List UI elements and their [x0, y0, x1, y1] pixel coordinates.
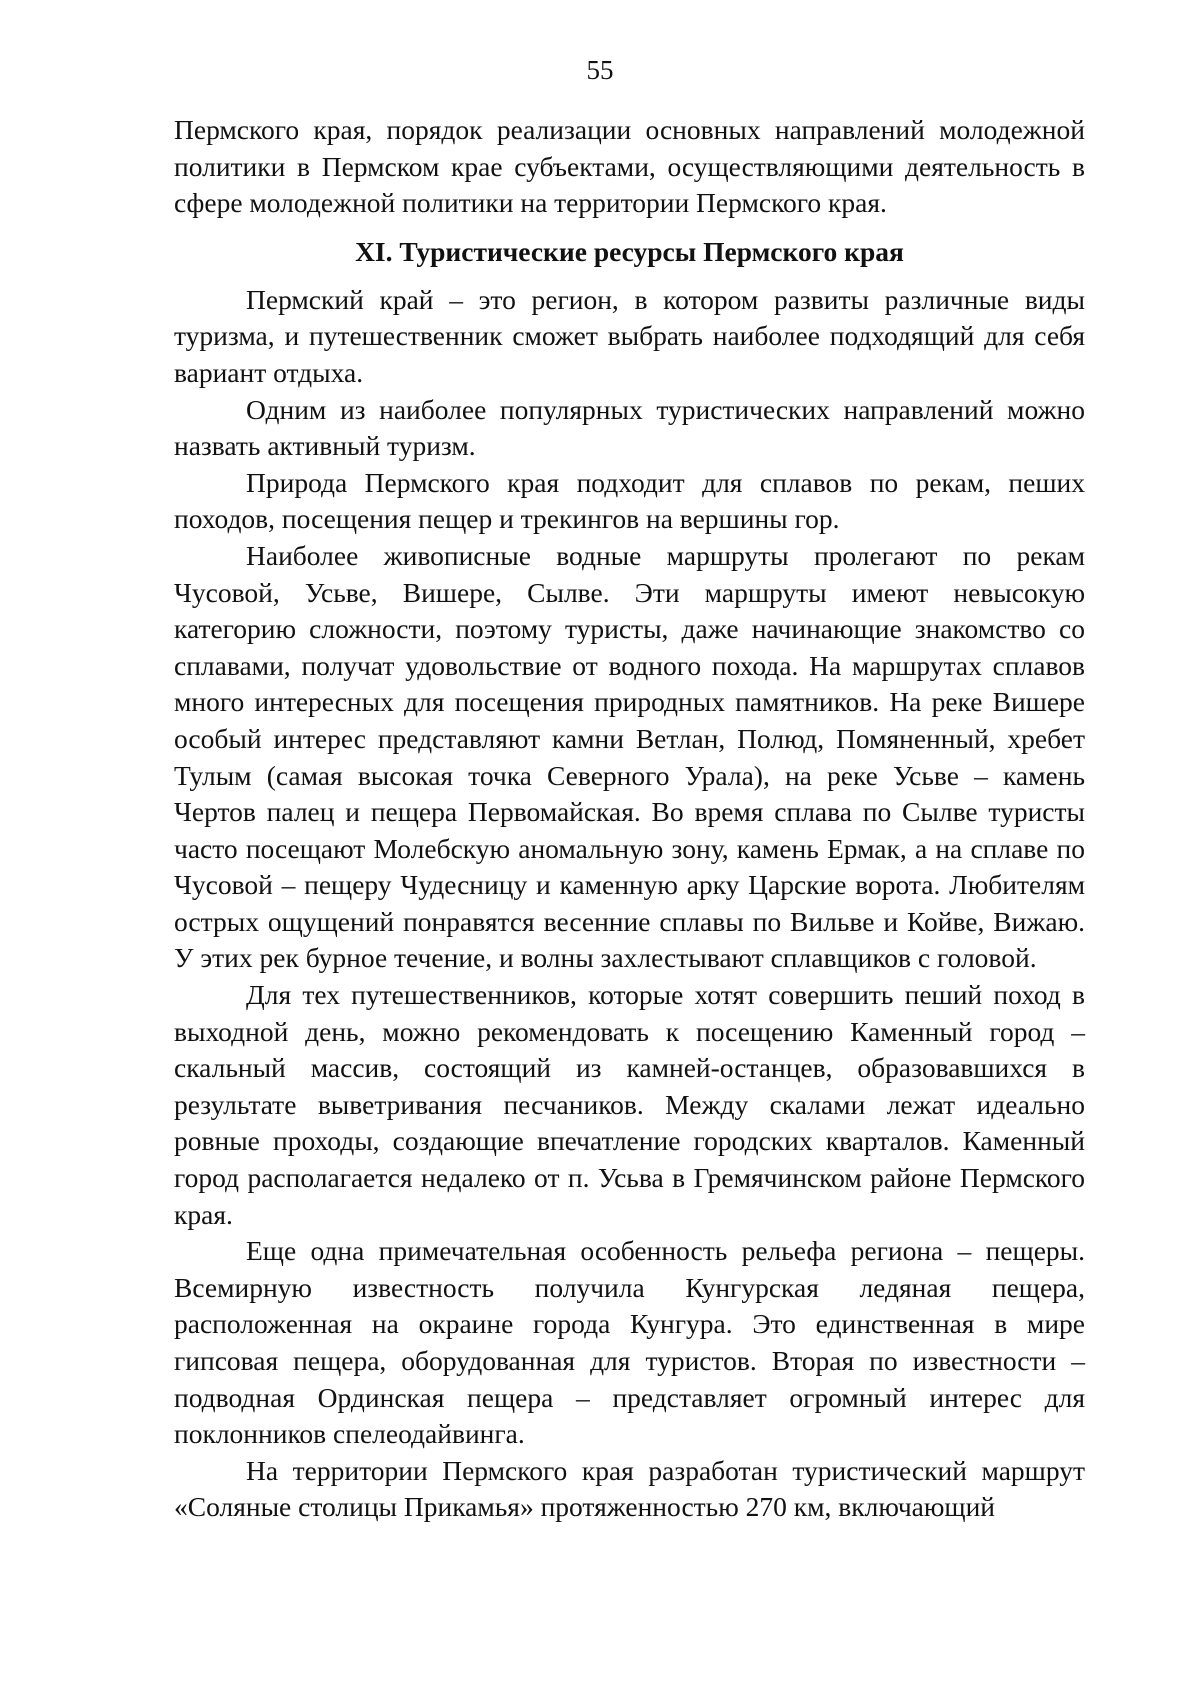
- paragraph-salt-route: На территории Пермского края разработан туристический маршрут «Соляные столицы Прикамья» протяженностью 270 км, включающий: [174, 1454, 1085, 1523]
- paragraph-nature: Природа Пермского края подходит для сплавов по рекам, пеших походов, посещения пещер и трекингов на вершины гор.: [174, 466, 1085, 535]
- paragraph-caves: Еще одна примечательная особенность рельефа региона – пещеры. Всемирную известность получила Кунгурская ледяная пещера, расположенная на окраине города Кунгура. Это единственная в мире гипсовая пещера, оборудованная для туристов. Вторая по известности – подводная Ординская пещера – представляет огромный интерес для поклонников спелеодайвинга.: [174, 1235, 1085, 1450]
- paragraph-water-routes: Наиболее живописные водные маршруты пролегают по рекам Чусовой, Усьве, Вишере, Сылве. Эти маршруты имеют невысокую категорию сложности, поэтому туристы, даже начинающие знакомство со сплавами, получат удовольствие от водного похода. На маршрутах сплавов много интересных для посещения природных памятников. На реке Вишере особый интерес представляют камни Ветлан, Полюд, Помяненный, хребет Тулым (самая высокая точка Северного Урала), на реке Усьве – камень Чертов палец и пещера Первомайская. Во время сплава по Сылве туристы часто посещают Молебскую аномальную зону, камень Ермак, а на сплаве по Чусовой – пещеру Чудесницу и каменную арку Царские ворота. Любителям острых ощущений понравятся весенние сплавы по Вильве и Койве, Вижаю. У этих рек бурное течение, и волны захлестывают сплавщиков с головой.: [174, 539, 1085, 974]
- continuation-paragraph: Пермского края, порядок реализации основных направлений молодежной политики в Пермском крае субъектами, осуществляющими деятельность в сфере молодежной политики на территории Пермского края.: [174, 114, 1085, 219]
- paragraph-active-tourism: Одним из наиболее популярных туристических направлений можно назвать активный туризм.: [174, 393, 1085, 462]
- page-content: [174, 112, 1085, 1526]
- paragraph-intro: Пермский край – это регион, в котором развиты различные виды туризма, и путешественник сможет выбрать наиболее подходящий для себя вариант отдыха.: [174, 283, 1085, 388]
- section-heading: XI. Туристические ресурсы Пермского края: [355, 235, 904, 267]
- page-number: 55: [586, 55, 614, 85]
- paragraph-stone-town: Для тех путешественников, которые хотят совершить пеший поход в выходной день, можно рекомендовать к посещению Каменный город – скальный массив, состоящий из камней-останцев, образовавшихся в результате выветривания песчаников. Между скалами лежат идеально ровные проходы, создающие впечатление городских кварталов. Каменный город располагается недалеко от п. Усьва в Гремячинском районе Пермского края.: [174, 979, 1085, 1230]
